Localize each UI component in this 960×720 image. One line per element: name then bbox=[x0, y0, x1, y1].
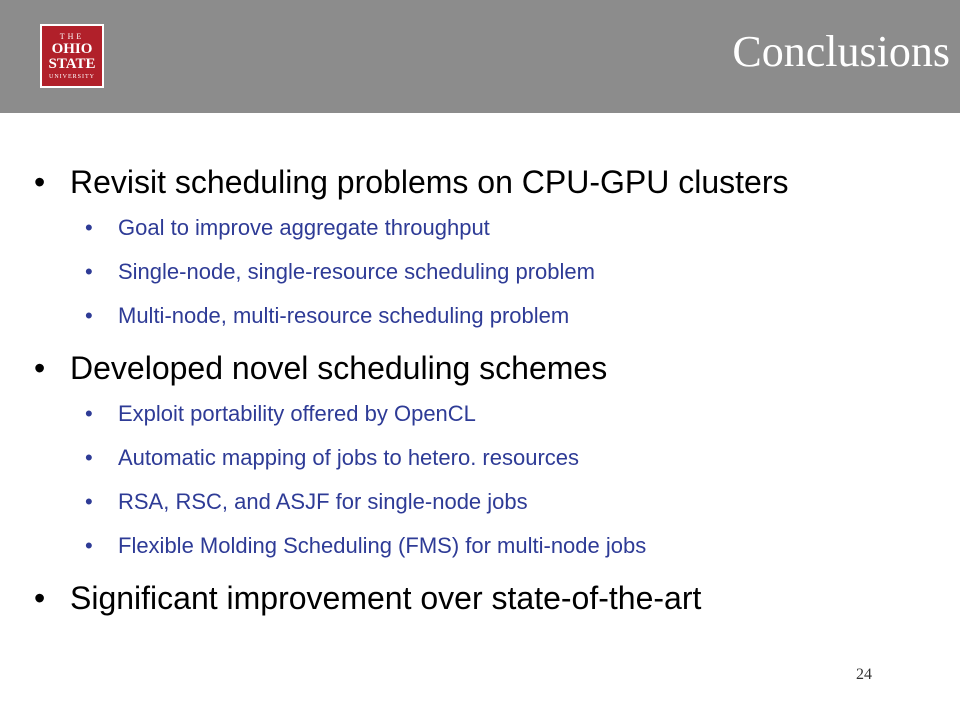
sub-bullet-fms: • Flexible Molding Scheduling (FMS) for multi-node jobs bbox=[30, 524, 940, 568]
bullet-developed-schemes: • Developed novel scheduling schemes bbox=[30, 344, 940, 392]
logo-text-the: THE bbox=[59, 31, 85, 41]
bullet-revisit-scheduling: • Revisit scheduling problems on CPU-GPU clusters bbox=[30, 158, 940, 206]
logo-text-state: STATE bbox=[48, 55, 96, 72]
sub-bullet-multi-node: • Multi-node, multi-resource scheduling problem bbox=[30, 294, 940, 338]
sub-bullet-automatic-mapping: • Automatic mapping of jobs to hetero. resources bbox=[30, 436, 940, 480]
slide-title: Conclusions bbox=[732, 27, 950, 76]
sub-bullet-rsa-rsc-asjf: • RSA, RSC, and ASJF for single-node jobs bbox=[30, 480, 940, 524]
slide-body bbox=[30, 158, 940, 622]
page-number: 24 bbox=[856, 666, 872, 683]
sub-bullet-single-node: • Single-node, single-resource scheduling problem bbox=[30, 250, 940, 294]
sub-bullet-exploit-opencl: • Exploit portability offered by OpenCL bbox=[30, 392, 940, 436]
sub-bullet-goal-throughput: • Goal to improve aggregate throughput bbox=[30, 206, 940, 250]
ohio-state-logo bbox=[40, 24, 104, 88]
bullet-significant-improvement: • Significant improvement over state-of-the-art bbox=[30, 574, 940, 622]
slide-header bbox=[0, 0, 960, 113]
logo-text-university: UNIVERSITY bbox=[49, 73, 95, 80]
logo-text-ohio: OHIO bbox=[51, 40, 93, 57]
